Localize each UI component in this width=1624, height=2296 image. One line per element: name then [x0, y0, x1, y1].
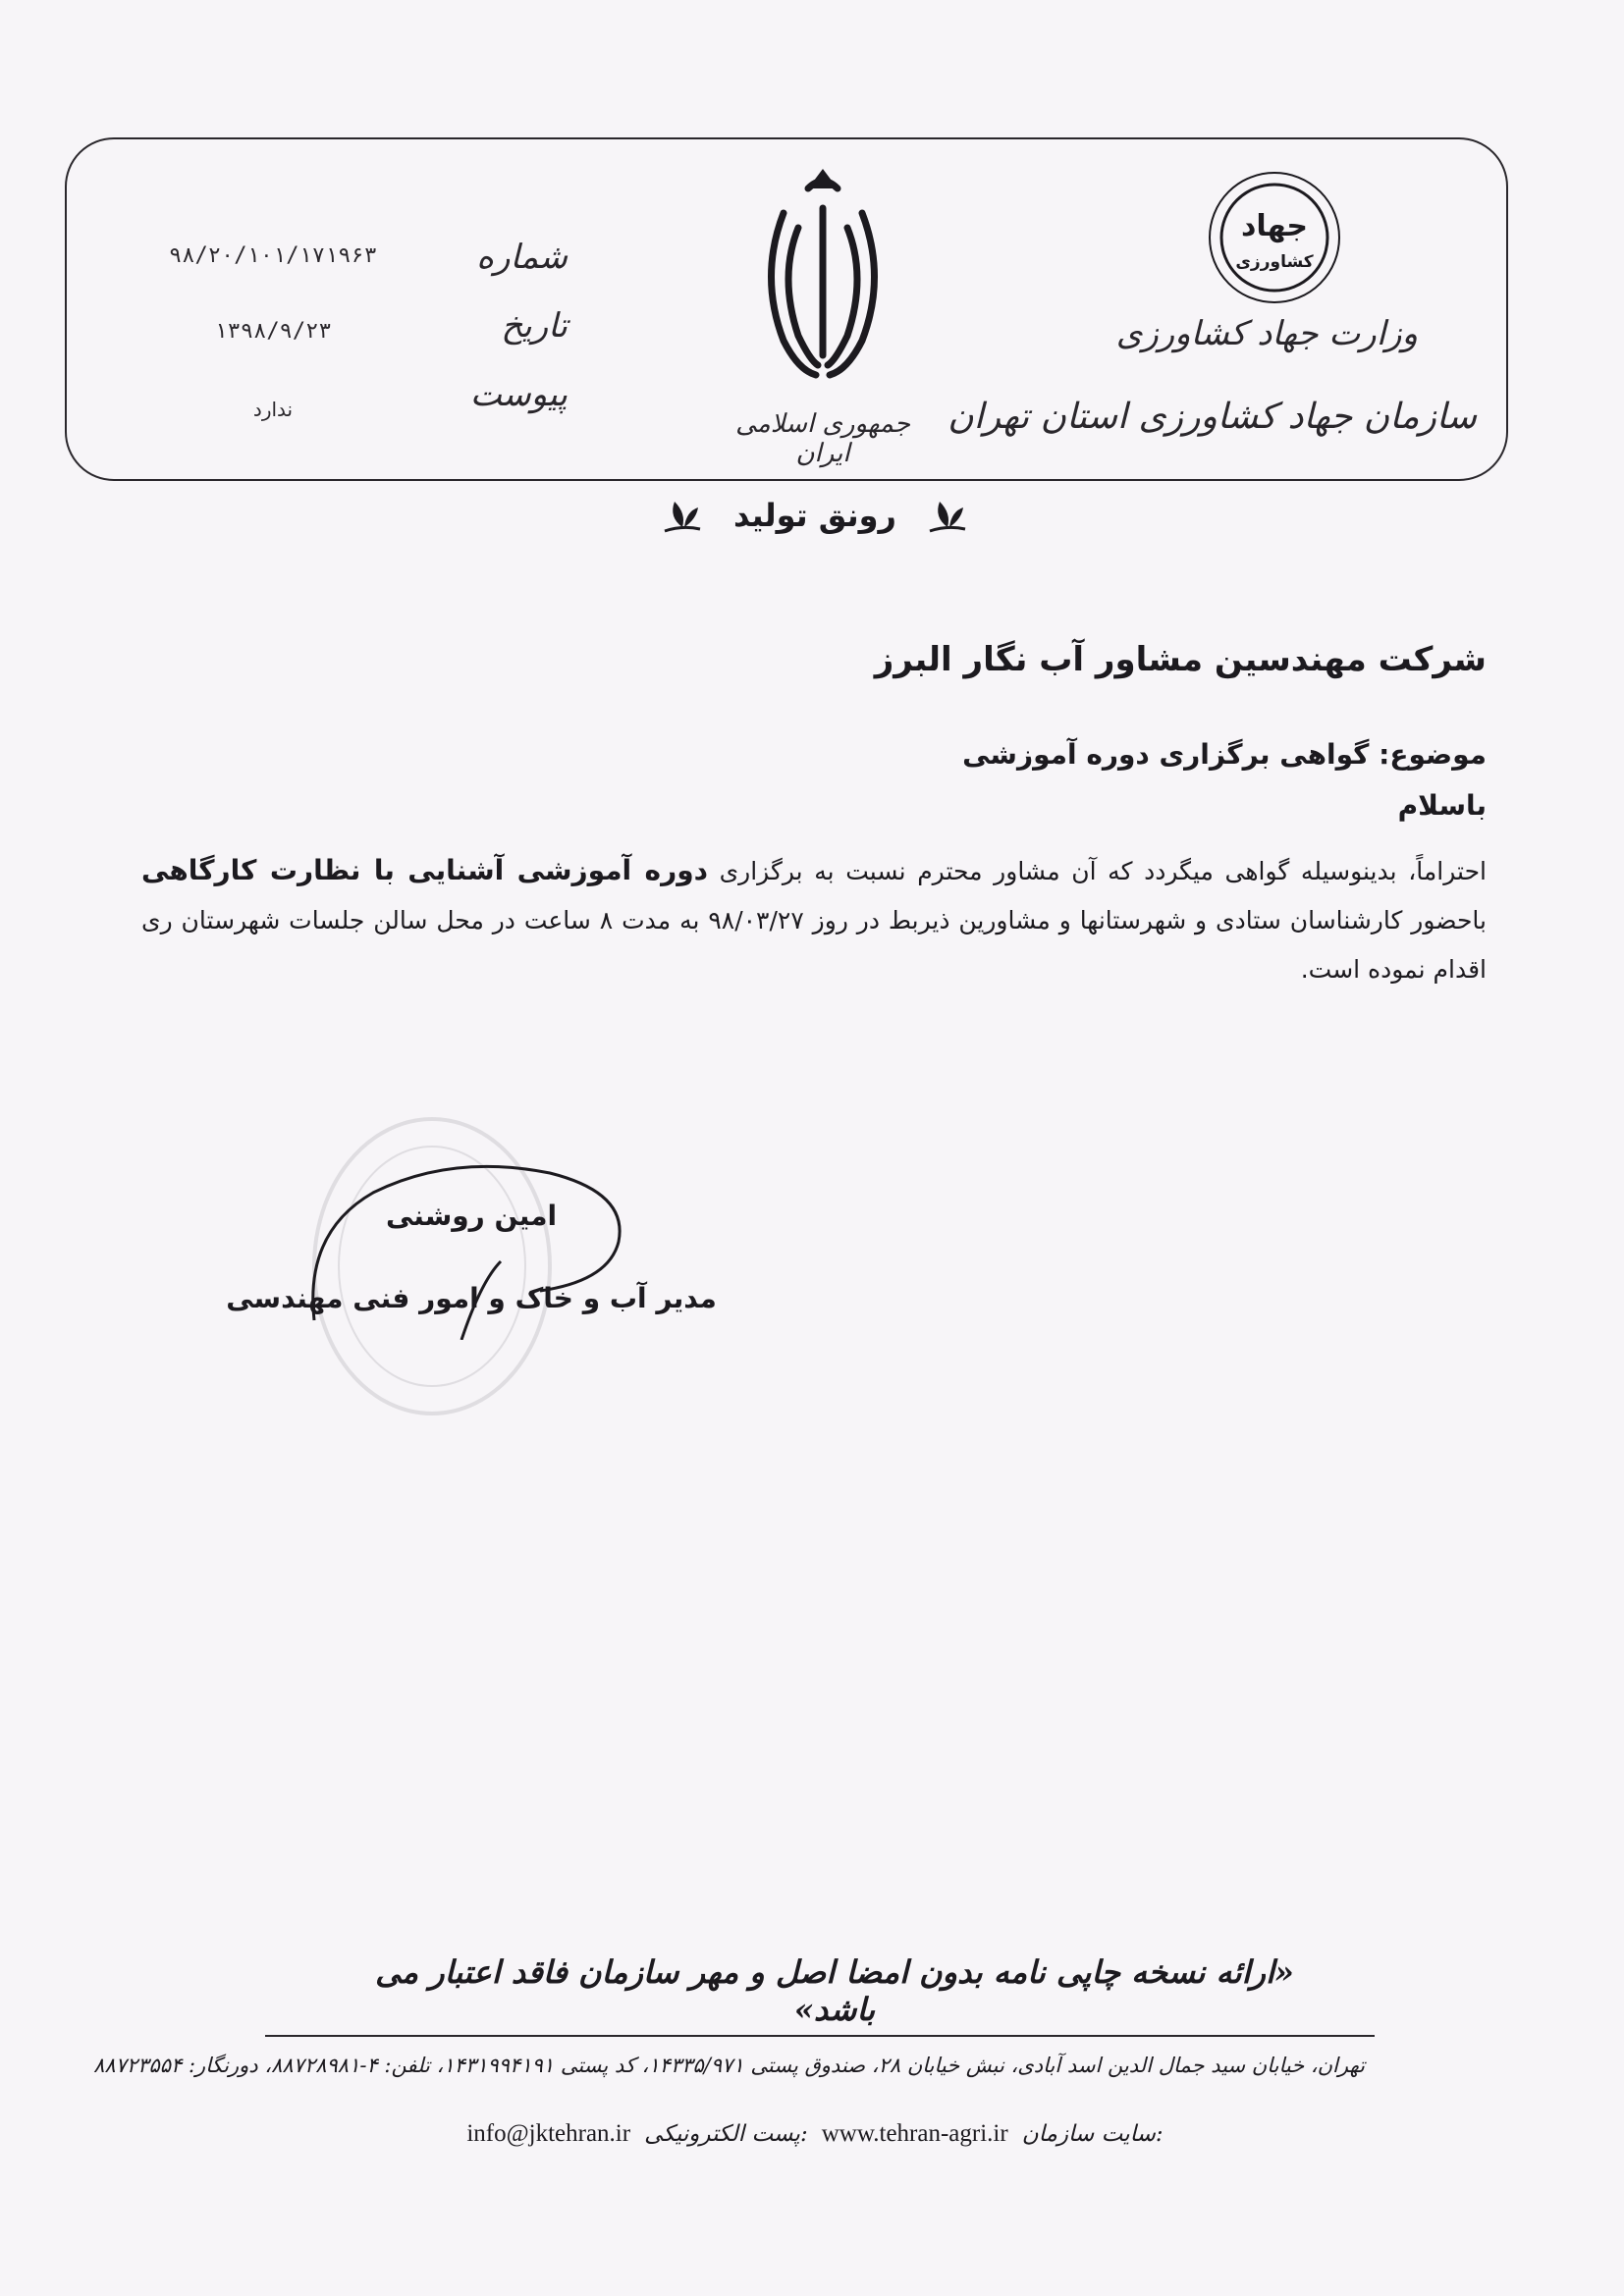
letter-body	[141, 846, 1487, 994]
validity-disclaimer: «ارائه نسخه چاپی نامه بدون امضا اصل و مهر سازمان فاقد اعتبار می باشد»	[375, 1953, 1294, 2028]
logo-text-bottom: کشاورزی	[1235, 252, 1314, 272]
emblem-caption: جمهوری اسلامی ایران	[735, 409, 910, 468]
contact-row	[432, 2120, 1198, 2148]
slogan: رونق تولید	[733, 497, 896, 534]
postal-address: تهران، خیابان سید جمال الدین اسد آبادی، نبش خیابان ۲۸، صندوق پستی ۱۴۳۳۵/۹۷۱، کد پستی ۱۴۳۱۹۹۴۱۹۱، تلفن: ۴-۸۸۷۲۸۹۸۱، دورنگار: ۸۸۷۲۳۵۵۴	[93, 2054, 1365, 2077]
leaf-icon	[661, 496, 704, 535]
leaf-icon	[926, 496, 969, 535]
email-label: پست الکترونیکی:	[644, 2121, 808, 2147]
national-emblem	[710, 169, 936, 468]
label-attachment: پیوست	[469, 375, 568, 414]
reference-number: ۹۸/۲۰/۱۰۱/۱۷۱۹۶۳	[169, 243, 377, 268]
organization-name: سازمان جهاد کشاورزی استان تهران	[947, 397, 1477, 437]
logo-text-top: جهاد	[1240, 209, 1309, 243]
recipient: شرکت مهندسین مشاور آب نگار البرز	[874, 640, 1487, 679]
slogan-row	[628, 486, 1001, 545]
website-address: www.tehran-agri.ir	[821, 2120, 1008, 2147]
footer-divider	[265, 2035, 1375, 2037]
emblem-icon	[759, 169, 887, 395]
label-number: شماره	[476, 238, 568, 277]
greeting: باسلام	[1397, 789, 1487, 822]
jihad-logo-icon	[1206, 169, 1343, 306]
reference-date: ۱۳۹۸/۹/۲۳	[214, 319, 332, 344]
body-part-2: باحضور کارشناسان ستادی و شهرستانها و مشاورین ذیربط در روز ۹۸/۰۳/۲۷ به مدت ۸ ساعت در محل سالن جلسات شهرستان ری اقدام نموده است.	[141, 906, 1487, 984]
email-address: info@jktehran.ir	[466, 2120, 631, 2147]
course-title: دوره آموزشی آشنایی با نظارت کارگاهی	[141, 854, 708, 886]
letterhead	[65, 137, 1508, 481]
ministry-logo	[1206, 169, 1343, 306]
body-part-1: احتراماً، بدینوسیله گواهی میگردد که آن مشاور محترم نسبت به برگزاری	[719, 857, 1487, 885]
reference-block	[67, 139, 577, 479]
label-date: تاریخ	[501, 306, 568, 346]
ministry-name: وزارت جهاد کشاورزی	[1115, 314, 1418, 353]
signer-name: امین روشنی	[385, 1200, 558, 1232]
subject: موضوع: گواهی برگزاری دوره آموزشی	[962, 738, 1487, 771]
website-label: سایت سازمان:	[1021, 2121, 1164, 2147]
reference-attachment: ندارد	[252, 398, 294, 421]
signer-title: مدیر آب و خاک و امور فنی مهندسی	[226, 1282, 717, 1314]
